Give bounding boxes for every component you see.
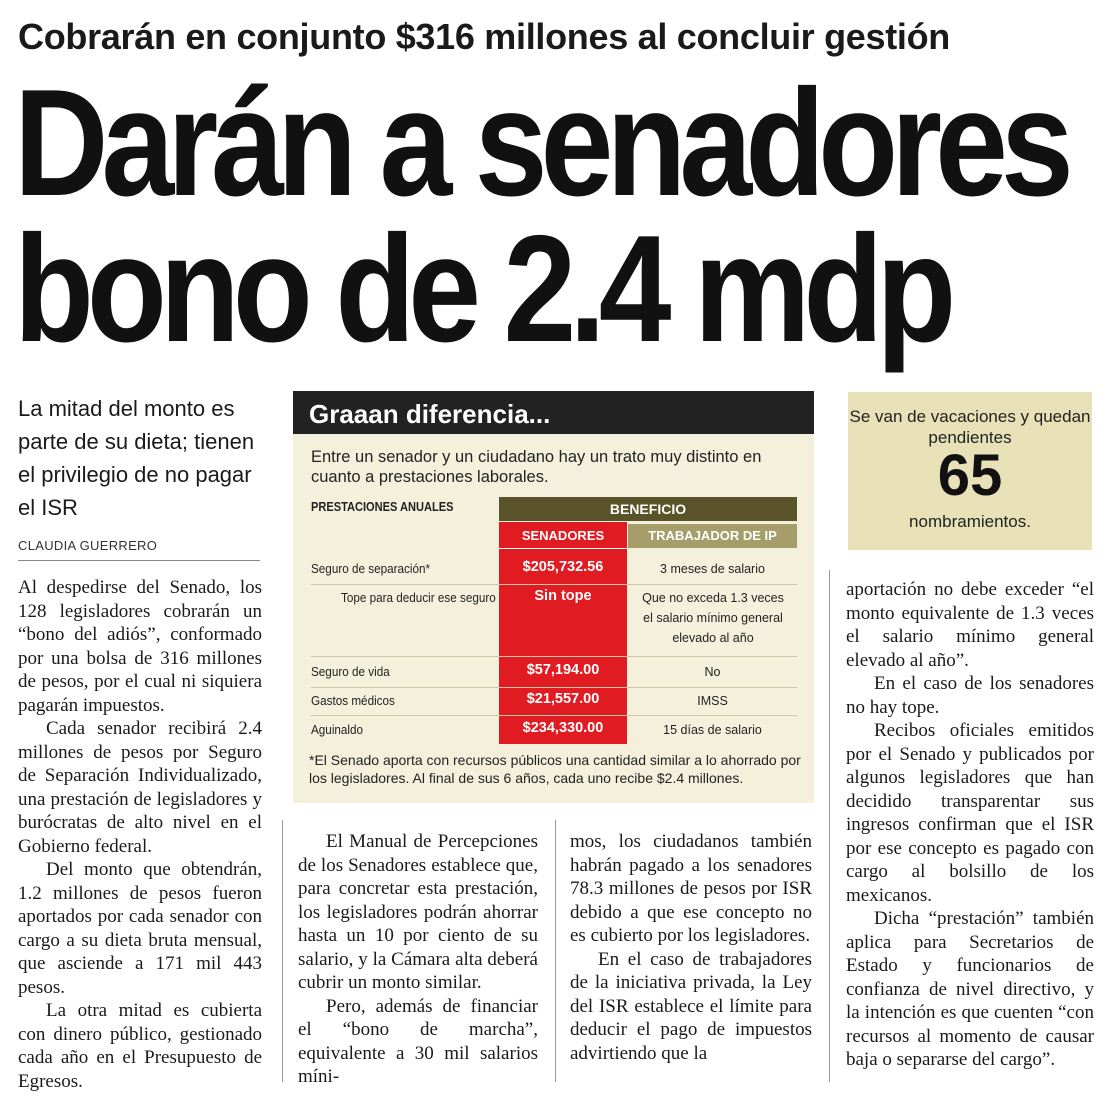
sidebar-box-number: 65 — [937, 443, 1003, 508]
headline-line-2: bono de 2.4 mdp — [14, 204, 950, 374]
paragraph: aportación no debe exceder “el monto equivalente de 1.3 veces el salario mínimo general elevado al año”. — [846, 579, 1094, 671]
sidebar-box — [848, 392, 1092, 550]
paragraph: Al despedirse del Senado, los 128 legisladores cobrarán un “bono del adiós”, conformado por una bolsa de 316 millones de pesos, por el cual ni siquiera pagarán impuestos. — [18, 577, 262, 716]
row-trabajador-value: 15 días de salario — [663, 723, 762, 737]
row-label: Seguro de vida — [311, 664, 390, 679]
paragraph: Del monto que obtendrán, 1.2 millones de pesos fueron aportados por cada senador con cargo a su dieta bruta mensual, que asciende a 171 mil 443 pesos. — [18, 859, 262, 998]
column-rule — [829, 570, 830, 1082]
paragraph: Cada senador recibirá 2.4 millones de pesos por Seguro de Separación Individualizado, una prestación de legisladores y burócratas de alto nivel en el Gobierno federal. — [18, 718, 262, 857]
headline-line-1: Darán a senadores — [14, 58, 1067, 228]
byline-rule — [18, 560, 260, 561]
paragraph: mos, los ciudadanos también habrán pagado a los senadores 78.3 millones de pesos por ISR debido a que ese concepto no es cubierto por los legisladores. — [570, 831, 812, 946]
column-rule — [555, 820, 556, 1082]
row-senadores-value: $57,194.00 — [526, 662, 600, 678]
headline — [14, 58, 1067, 374]
row-senadores-value: Sin tope — [534, 588, 592, 604]
sidebar-box-caption: nombramientos. — [909, 512, 1031, 531]
row-label: Tope para deducir ese seguro — [341, 590, 496, 605]
row-label: Seguro de separación* — [311, 561, 431, 576]
byline: CLAUDIA GUERRERO — [18, 538, 158, 553]
paragraph: En el caso de los senadores no hay tope. — [846, 673, 1094, 718]
row-label: Aguinaldo — [311, 722, 364, 737]
infobox-footnote: *El Senado aporta con recursos públicos una cantidad similar a lo ahorrado por los legisladores. Al final de sus 6 años, cada uno recibe $2.4 millones. — [309, 752, 801, 786]
article-column-3 — [570, 830, 812, 1065]
infobox-intro: Entre un senador y un ciudadano hay un trato muy distinto en cuanto a prestaciones laborales. — [311, 448, 762, 486]
row-label: Gastos médicos — [311, 693, 395, 708]
table-header-prestaciones: PRESTACIONES ANUALES — [311, 499, 454, 514]
subhead: La mitad del monto es parte de su dieta; tienen el privilegio de no pagar el ISR — [18, 396, 255, 520]
paragraph: En el caso de trabajadores de la iniciativa privada, la Ley del ISR establece el límite para deducir el pago de impuestos advirtiendo que la — [570, 948, 812, 1064]
infobox — [293, 391, 814, 803]
table-header-trabajador: TRABAJADOR DE IP — [628, 524, 797, 548]
row-trabajador-value: IMSS — [697, 694, 728, 708]
table-header-senadores: SENADORES — [499, 524, 627, 549]
row-trabajador-value: Que no exceda 1.3 veces el salario mínimo general elevado al año — [642, 591, 784, 645]
paragraph: Recibos oficiales emitidos por el Senado y publicados por algunos legisladores que han decidido transparentar sus ingresos confirman que el ISR por ese concepto es pagado con cargo al bolsillo de los mexicanos. — [846, 720, 1094, 906]
article-column-4 — [846, 578, 1094, 1072]
article-column-1 — [18, 576, 262, 1093]
row-senadores-value: $205,732.56 — [522, 559, 604, 575]
row-senadores-value: $21,557.00 — [526, 691, 600, 707]
row-senadores-value: $234,330.00 — [522, 720, 604, 736]
row-trabajador-value: 3 meses de salario — [660, 562, 765, 576]
kicker: Cobrarán en conjunto $316 millones al concluir gestión — [18, 16, 950, 57]
row-divider — [311, 584, 797, 585]
table-header-beneficio: BENEFICIO — [499, 497, 797, 521]
row-divider — [311, 656, 797, 657]
paragraph: La otra mitad es cubierta con dinero público, gestionado cada año en el Presupuesto de Egresos. — [18, 1000, 262, 1092]
sidebar-box-text: Se van de vacaciones y quedan pendientes — [849, 407, 1091, 447]
paragraph: Pero, además de financiar el “bono de marcha”, equivalente a 30 mil salarios míni- — [298, 995, 538, 1087]
infobox-title: Graaan diferencia... — [293, 391, 814, 434]
row-trabajador-value: No — [704, 665, 721, 679]
article-column-2 — [298, 830, 538, 1089]
row-divider — [311, 715, 797, 716]
column-rule — [282, 820, 283, 1082]
senadores-column-bg — [499, 522, 627, 744]
paragraph: El Manual de Percepciones de los Senadores establece que, para concretar esta prestación, los legisladores podrán ahorrar hasta un 10 por ciento de su salario, y la Cámara alta deberá cubrir un monto similar. — [298, 831, 538, 993]
paragraph: Dicha “prestación” también aplica para Secretarios de Estado y funcionarios de confianza de nivel directivo, y la intención es que cuenten “con recursos al momento de causar baja o separarse del cargo”. — [846, 908, 1094, 1070]
row-divider — [311, 687, 797, 688]
